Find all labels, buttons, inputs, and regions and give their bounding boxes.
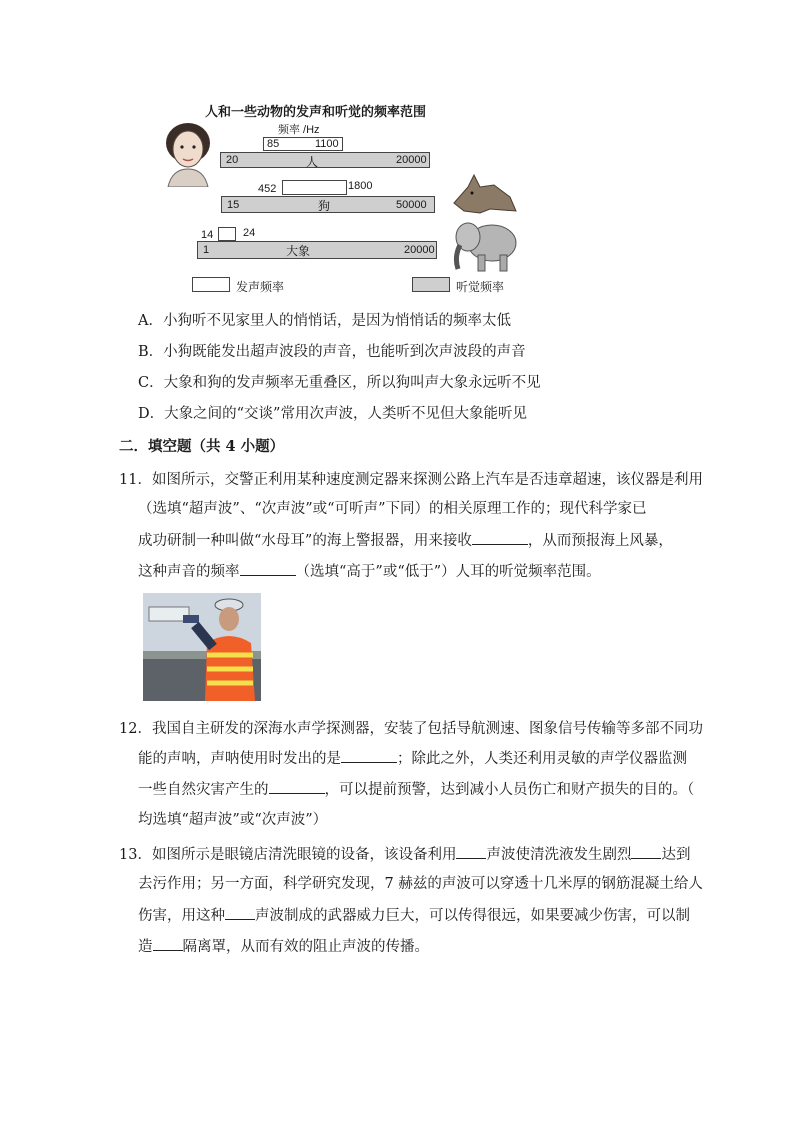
elephant-image bbox=[448, 215, 520, 275]
human-label: 人 bbox=[306, 155, 319, 169]
option-d: D．大象之间的“交谈”常用次声波，人类听不见但大象能听见 bbox=[138, 406, 527, 422]
option-c: C．大象和狗的发声频率无重叠区，所以狗叫声大象永远听不见 bbox=[138, 375, 541, 391]
question-12-line-2: 能的声呐，声呐使用时发出的是 ；除此之外，人类还利用灵敏的声学仪器监测 bbox=[138, 748, 687, 769]
human-hearing-max: 20000 bbox=[396, 154, 427, 166]
elephant-hearing-range bbox=[197, 241, 437, 259]
answer-blank-1[interactable] bbox=[472, 530, 528, 545]
question-12-line-1: 12．我国自主研发的深海水声学探测器，安装了包括导航测速、图象信号传输等多部不同功 bbox=[119, 721, 703, 737]
dog-voice-range bbox=[282, 180, 347, 195]
answer-blank-8[interactable] bbox=[153, 936, 183, 951]
traffic-police-photo bbox=[143, 593, 261, 701]
section-heading: 二．填空题（共 4 小题） bbox=[119, 438, 285, 455]
question-13-line-3: 伤害，用这种 声波制成的武器威力巨大，可以传得很远，如果要减少伤害，可以制 bbox=[138, 905, 690, 926]
question-12-line-4: 均选填“超声波”或“次声波”） bbox=[138, 812, 328, 828]
answer-blank-7[interactable] bbox=[225, 905, 255, 920]
frequency-unit-label: 频率 /Hz bbox=[278, 124, 320, 136]
figure-title: 人和一些动物的发声和听觉的频率范围 bbox=[205, 105, 427, 120]
dog-label: 狗 bbox=[318, 199, 331, 213]
elephant-voice-min: 14 bbox=[201, 229, 214, 241]
legend-hearing-label: 听觉频率 bbox=[456, 280, 505, 294]
dog-voice-max: 1800 bbox=[348, 180, 373, 192]
question-11-line-3: 成功研制一种叫做“水母耳”的海上警报器，用来接收 ，从而预报海上风暴， bbox=[138, 530, 673, 551]
question-11-line-2: （选填“超声波”、“次声波”或“可听声”下同）的相关原理工作的；现代科学家已 bbox=[138, 501, 647, 517]
legend-voice-label: 发声频率 bbox=[236, 280, 285, 294]
option-a: A．小狗听不见家里人的悄悄话，是因为悄悄话的频率太低 bbox=[138, 313, 511, 329]
dog-hearing-max: 50000 bbox=[396, 199, 427, 211]
woman-portrait-image bbox=[158, 119, 218, 187]
elephant-voice-max: 24 bbox=[243, 227, 256, 239]
question-12-line-3: 一些自然灾害产生的 ，可以提前预警，达到减小人员伤亡和财产损失的目的。（ bbox=[138, 779, 694, 800]
question-11-line-4: 这种声音的频率 （选填“高于”或“低于”）人耳的听觉频率范围。 bbox=[138, 561, 601, 582]
frequency-range-figure bbox=[150, 95, 550, 305]
legend-hearing-swatch bbox=[412, 277, 450, 292]
answer-blank-2[interactable] bbox=[240, 561, 296, 576]
legend-voice-swatch bbox=[192, 277, 230, 292]
elephant-voice-range bbox=[218, 227, 236, 241]
human-voice-min: 85 bbox=[267, 138, 280, 150]
question-13-line-2: 去污作用；另一方面，科学研究发现，7 赫兹的声波可以穿透十几米厚的钢筋混凝土给人 bbox=[138, 876, 703, 892]
question-13-line-4: 造 隔离罩，从而有效的阻止声波的传播。 bbox=[138, 936, 429, 957]
elephant-hearing-min: 1 bbox=[203, 244, 210, 256]
elephant-hearing-max: 20000 bbox=[404, 244, 435, 256]
elephant-label: 大象 bbox=[286, 244, 311, 258]
question-11-line-1: 11．如图所示，交警正利用某种速度测定器来探测公路上汽车是否违章超速，该仪器是利用 bbox=[119, 472, 703, 488]
answer-blank-4[interactable] bbox=[269, 779, 325, 794]
human-voice-max: 1100 bbox=[315, 138, 339, 150]
dog-voice-min: 452 bbox=[258, 183, 277, 195]
dog-hearing-min: 15 bbox=[227, 199, 240, 211]
option-b: B．小狗既能发出超声波段的声音，也能听到次声波段的声音 bbox=[138, 344, 526, 360]
dog-image bbox=[450, 173, 520, 215]
human-hearing-min: 20 bbox=[226, 154, 239, 166]
question-13-line-1: 13．如图所示是眼镜店清洗眼镜的设备，该设备利用 声波使清洗液发生剧烈 达到 bbox=[119, 843, 690, 864]
answer-blank-5[interactable] bbox=[456, 844, 486, 859]
answer-blank-6[interactable] bbox=[631, 844, 661, 859]
answer-blank-3[interactable] bbox=[341, 748, 397, 763]
